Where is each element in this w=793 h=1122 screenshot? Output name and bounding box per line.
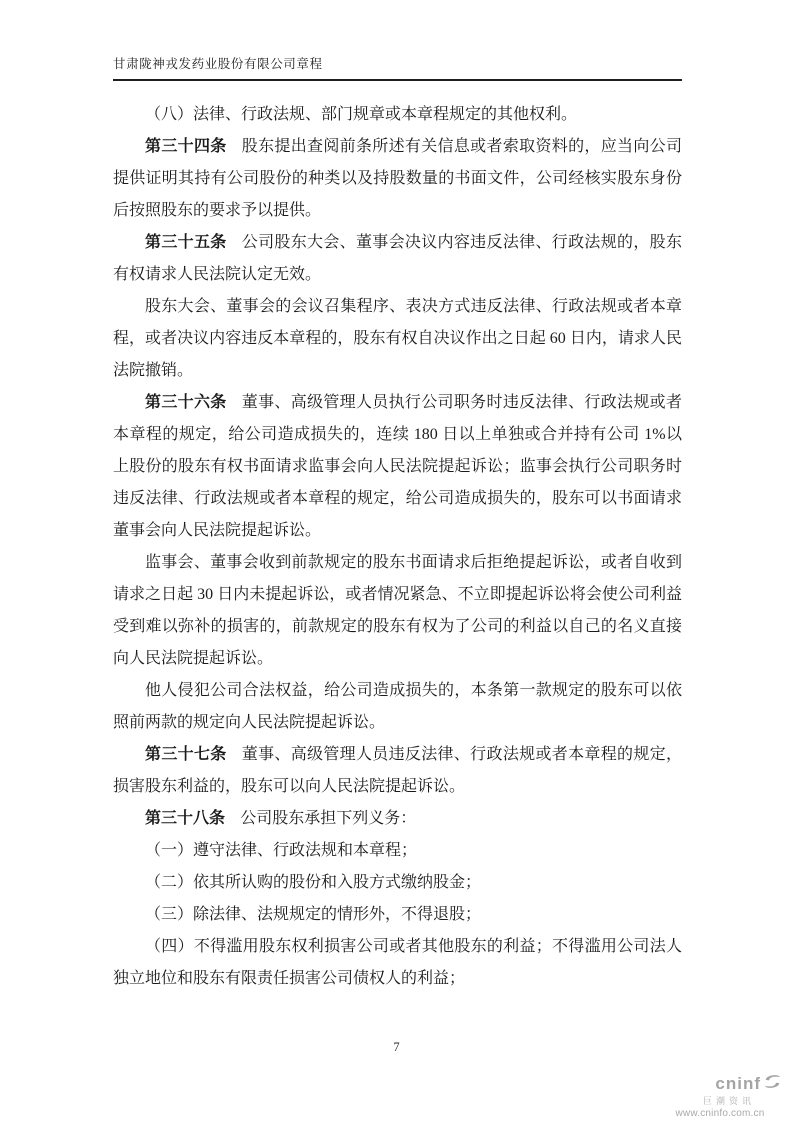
list-item-1: [113, 835, 682, 867]
article-number: 第三十五条: [145, 234, 227, 251]
article-34: [113, 131, 682, 227]
document-body: [113, 99, 682, 995]
cninfo-site-url: www.cninfo.com.cn: [675, 1108, 765, 1119]
article-35: [113, 227, 682, 291]
cninfo-swirl-icon: [763, 1072, 782, 1095]
paragraph-text: 监事会、董事会收到前款规定的股东书面请求后拒绝提起诉讼，或者自收到请求之日起 30 日内未提起诉讼，或者情况紧急、不立即提起诉讼将会使公司利益受到难以弥补的损害的，前款规定的股东有权为了公司的利益以自己的名义直接向人民法院提起诉讼。: [113, 554, 682, 667]
article-36: [113, 387, 682, 547]
list-item-3: [113, 899, 682, 931]
list-item-2: [113, 867, 682, 899]
page-header: [113, 54, 682, 81]
article-36-paragraph-3: [113, 675, 682, 739]
paragraph-text: 公司股东大会、董事会决议内容违反法律、行政法规的，股东有权请求人民法院认定无效。: [113, 234, 682, 283]
watermark-brand-row: [656, 1072, 784, 1095]
cninfo-chinese-name: 巨潮资讯: [702, 1096, 755, 1106]
paragraph-text: （四）不得滥用股东权利损害公司或者其他股东的利益；不得滥用公司法人独立地位和股东有限责任损害公司债权人的利益；: [113, 938, 682, 987]
paragraph-text: （三）除法律、法规规定的情形外，不得退股；: [145, 906, 482, 923]
cninfo-watermark: [656, 1072, 784, 1119]
article-number: 第三十四条: [145, 138, 227, 155]
article-number: 第三十八条: [145, 810, 226, 827]
list-item-8: [113, 99, 682, 131]
article-38: [113, 803, 682, 835]
article-number: 第三十七条: [145, 746, 227, 763]
paragraph-text: （八）法律、行政法规、部门规章或本章程规定的其他权利。: [145, 106, 578, 123]
paragraph-text: （一）遵守法律、行政法规和本章程；: [145, 842, 418, 859]
paragraph-text: 公司股东承担下列义务：: [240, 810, 417, 827]
cninfo-brand-text: cninf: [715, 1074, 761, 1093]
paragraph-text: 董事、高级管理人员违反法律、行政法规或者本章程的规定，损害股东利益的，股东可以向人民法院提起诉讼。: [113, 746, 682, 795]
paragraph-text: 股东提出查阅前条所述有关信息或者索取资料的，应当向公司提供证明其持有公司股份的种类以及持股数量的书面文件，公司经核实股东身份后按照股东的要求予以提供。: [113, 138, 682, 219]
paragraph-text: 股东大会、董事会的会议召集程序、表决方式违反法律、行政法规或者本章程，或者决议内容违反本章程的，股东有权自决议作出之日起 60 日内，请求人民法院撤销。: [113, 298, 682, 379]
paragraph-text: 董事、高级管理人员执行公司职务时违反法律、行政法规或者本章程的规定，给公司造成损失的，连续 180 日以上单独或合并持有公司 1%以上股份的股东有权书面请求监事会向人民法院提起诉讼；监事会执行公司职务时违反法律、行政法规或者本章程的规定，给公司造成损失的，股东可以书面请求董事会向人民法院提起诉讼。: [113, 394, 682, 539]
article-35-paragraph-2: [113, 291, 682, 387]
header-rule: [113, 79, 682, 81]
page-number: 7: [393, 1040, 400, 1054]
document-title: 甘肃陇神戎发药业股份有限公司章程: [113, 57, 323, 71]
article-36-paragraph-2: [113, 547, 682, 675]
article-number: 第三十六条: [145, 394, 227, 411]
article-37: [113, 739, 682, 803]
list-item-4: [113, 931, 682, 995]
paragraph-text: （二）依其所认购的股份和入股方式缴纳股金；: [145, 874, 482, 891]
paragraph-text: 他人侵犯公司合法权益，给公司造成损失的，本条第一款规定的股东可以依照前两款的规定向人民法院提起诉讼。: [113, 682, 682, 731]
